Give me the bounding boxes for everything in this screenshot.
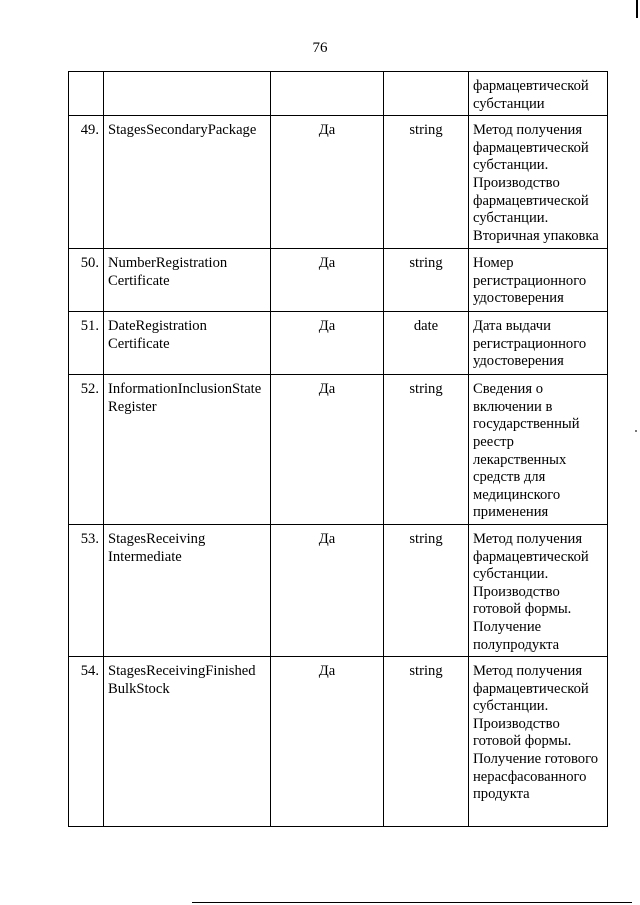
description-line: фармацевтической: [473, 192, 589, 209]
description-line: Номер: [473, 255, 514, 272]
description-line: Метод получения: [473, 530, 583, 547]
type-cell: string: [384, 657, 469, 827]
field-name-cell: [104, 657, 271, 827]
description-line: регистрационного: [473, 335, 587, 352]
description-line: Производство: [473, 174, 560, 191]
description-line: субстанции.: [473, 210, 549, 227]
description-line: субстанции.: [473, 566, 549, 583]
type-cell: string: [384, 375, 469, 525]
required-cell: Да: [271, 657, 384, 827]
table-row: [69, 72, 608, 116]
field-name-line: InformationInclusionState: [108, 381, 262, 398]
required-cell: Да: [271, 249, 384, 312]
description-line: фармацевтической: [473, 139, 589, 156]
description-line: реестр: [473, 433, 514, 450]
description-line: применения: [473, 504, 549, 521]
description-cell: [469, 312, 608, 375]
description-cell: [469, 375, 608, 525]
row-number-cell: 52.: [69, 375, 104, 525]
description-line: Получение: [473, 618, 542, 635]
description-line: государственный: [473, 416, 580, 433]
description-cell: [469, 116, 608, 249]
type-cell: string: [384, 116, 469, 249]
row-number-cell: 50.: [69, 249, 104, 312]
row-number-cell: 53.: [69, 524, 104, 656]
row-number-cell: [69, 72, 104, 116]
description-line: удостоверения: [473, 290, 564, 307]
description-line: фармацевтической: [473, 78, 589, 94]
field-name-line: StagesReceiving: [108, 530, 206, 547]
description-line: регистрационного: [473, 272, 587, 289]
description-line: Метод получения: [473, 122, 583, 139]
description-line: медицинского: [473, 486, 561, 503]
table-row: [69, 524, 608, 656]
description-line: готовой формы.: [473, 733, 572, 750]
description-line: Производство: [473, 583, 560, 600]
description-line: продукта: [473, 786, 530, 803]
description-line: готовой формы.: [473, 601, 572, 618]
required-cell: Да: [271, 116, 384, 249]
description-line: включении в: [473, 398, 553, 415]
field-name-line: Certificate: [108, 335, 170, 352]
required-cell: Да: [271, 312, 384, 375]
required-cell: Да: [271, 375, 384, 525]
description-line: субстанции.: [473, 157, 549, 174]
field-name-cell: [104, 72, 271, 116]
spec-table: [68, 71, 608, 827]
required-cell: [271, 72, 384, 116]
description-line: средств для: [473, 469, 546, 486]
description-line: фармацевтической: [473, 680, 589, 697]
description-line: Метод получения: [473, 663, 583, 680]
row-number-cell: 51.: [69, 312, 104, 375]
description-cell: [469, 524, 608, 656]
type-cell: [384, 72, 469, 116]
field-name-cell: [104, 116, 271, 249]
type-cell: string: [384, 249, 469, 312]
field-name-line: Certificate: [108, 272, 170, 289]
spec-table-body: [69, 72, 608, 827]
description-line: удостоверения: [473, 353, 564, 370]
field-name-line: DateRegistration: [108, 318, 207, 335]
description-cell: [469, 657, 608, 827]
description-line: фармацевтической: [473, 548, 589, 565]
description-line: полупродукта: [473, 636, 560, 653]
page-number: 76: [312, 40, 328, 56]
row-number-cell: 54.: [69, 657, 104, 827]
table-row: [69, 657, 608, 827]
table-row: [69, 312, 608, 375]
field-name-cell: [104, 249, 271, 312]
field-name-cell: [104, 524, 271, 656]
description-line: Вторичная упаковка: [473, 227, 599, 244]
table-row: [69, 249, 608, 312]
description-line: субстанции: [473, 95, 545, 112]
table-row: [69, 116, 608, 249]
field-name-line: BulkStock: [108, 680, 170, 697]
table-row: [69, 375, 608, 525]
field-name-cell: [104, 375, 271, 525]
description-cell: [469, 72, 608, 116]
field-name-line: Intermediate: [108, 548, 182, 565]
bottom-rule: [192, 902, 632, 903]
description-cell: [469, 249, 608, 312]
description-line: нерасфасованного: [473, 768, 587, 785]
corner-scan-mark: [636, 0, 638, 18]
description-line: Производство: [473, 715, 560, 732]
description-line: лекарственных: [473, 451, 567, 468]
description-line: Сведения о: [473, 381, 544, 398]
field-name-line: StagesSecondaryPackage: [108, 122, 257, 139]
description-line: Получение готового: [473, 751, 599, 768]
side-scan-mark: [635, 430, 637, 432]
row-number-cell: 49.: [69, 116, 104, 249]
field-name-cell: [104, 312, 271, 375]
field-name-line: StagesReceivingFinished: [108, 663, 256, 680]
field-name-line: Register: [108, 398, 157, 415]
type-cell: date: [384, 312, 469, 375]
required-cell: Да: [271, 524, 384, 656]
type-cell: string: [384, 524, 469, 656]
description-line: субстанции.: [473, 698, 549, 715]
field-name-line: NumberRegistration: [108, 255, 228, 272]
description-line: Дата выдачи: [473, 318, 551, 335]
